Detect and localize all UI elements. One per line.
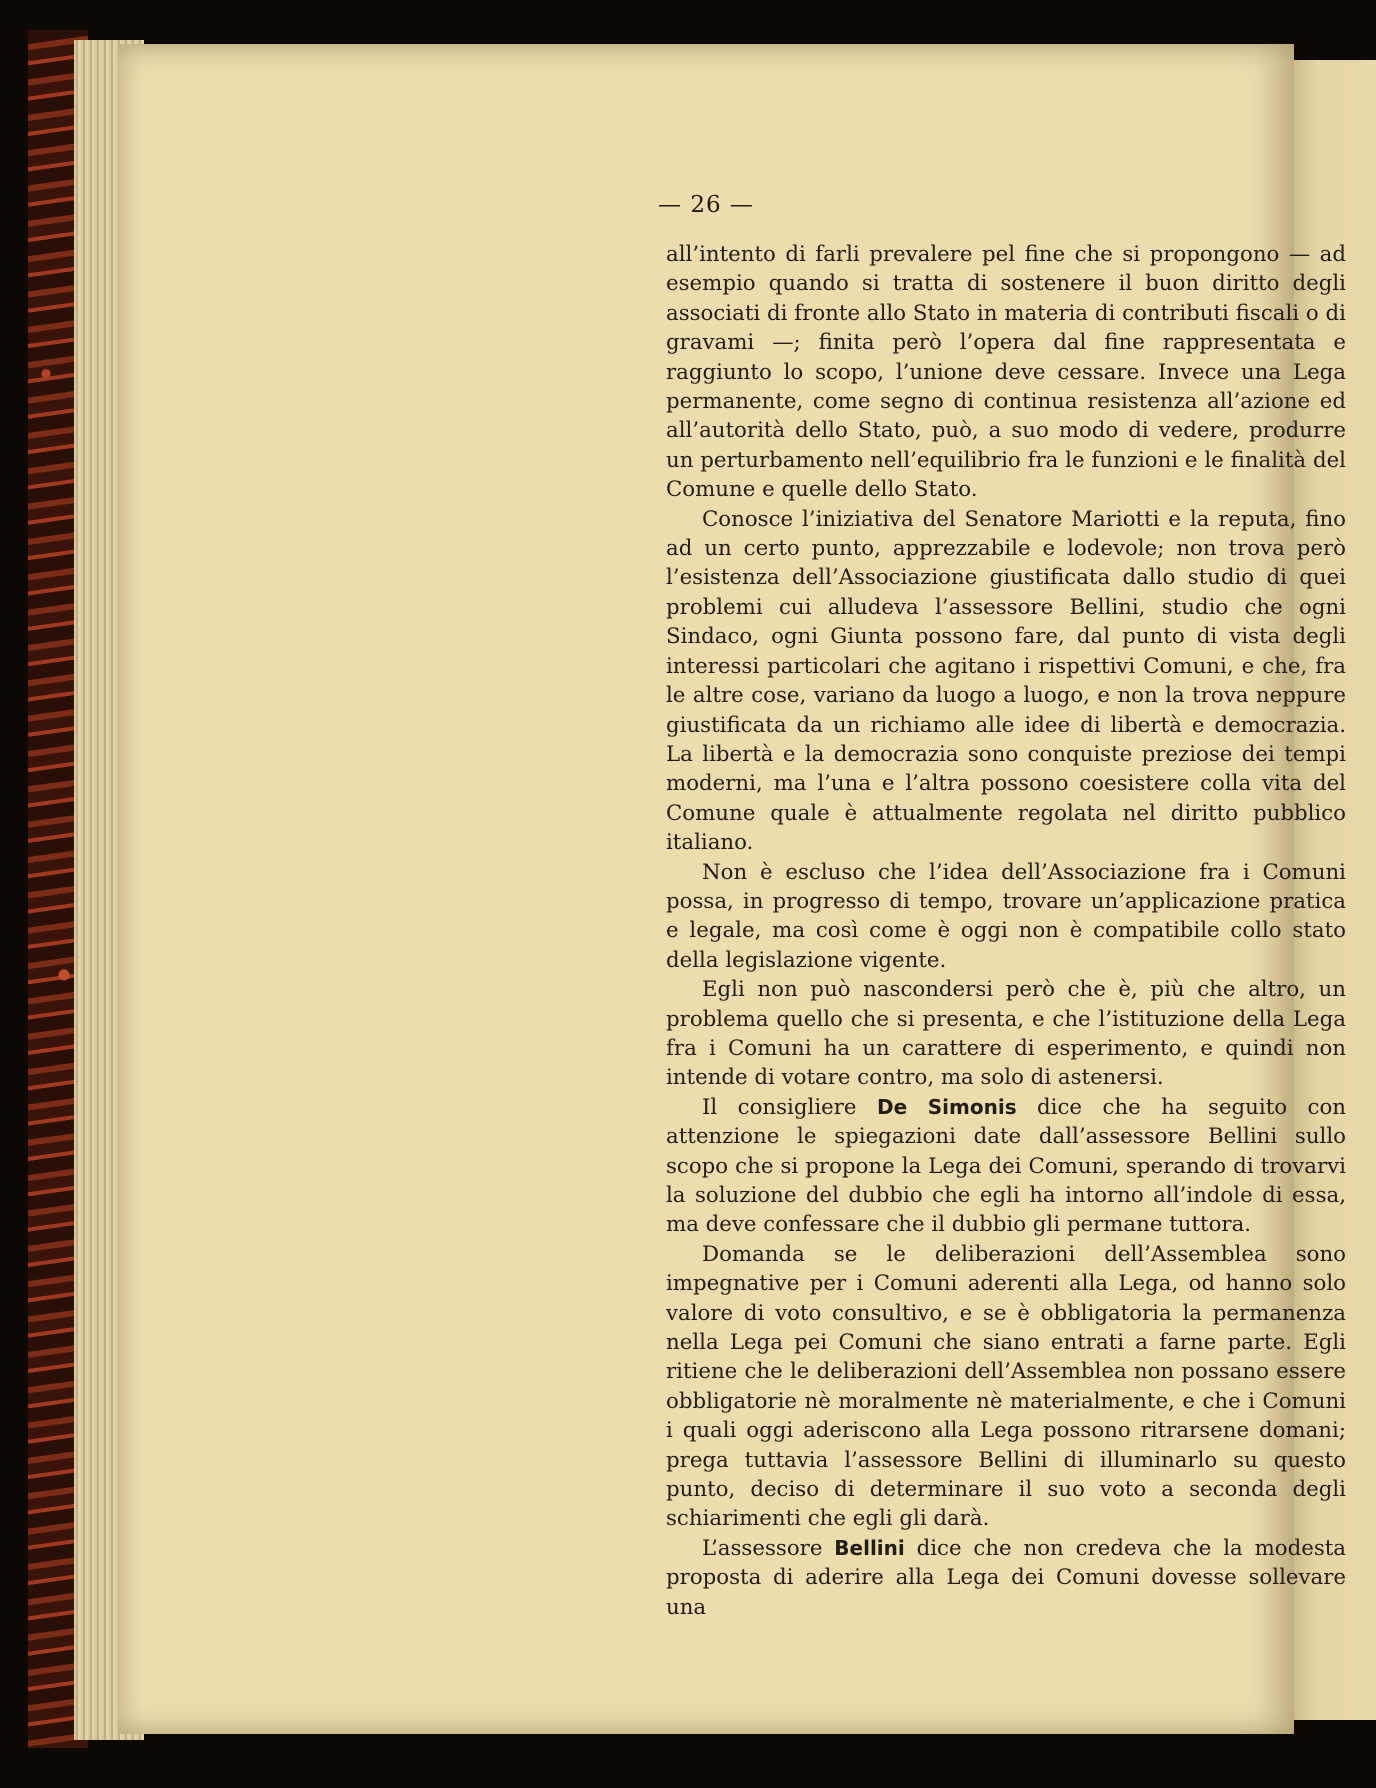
paragraph-text: Non è escluso che l’idea dell’Associazione fra i Comuni possa, in progresso di tempo, trovare un’applicazione pratica e legale, ma così come è oggi non è compatibile collo stato della legislazione vigente. <box>666 859 1346 973</box>
paragraph <box>666 1093 1346 1240</box>
paragraph <box>666 858 1346 976</box>
paragraph <box>666 505 1346 858</box>
paragraph-text: Egli non può nascondersi però che è, più che altro, un problema quello che si presenta, e che l’istituzione della Lega fra i Comuni ha un carattere di esperimento, e quindi non intende di votare contro, ma solo di astenersi. <box>666 977 1346 1091</box>
page-number: — 26 — <box>658 192 754 218</box>
paragraph <box>666 240 1346 505</box>
paragraph-text: Conosce l’iniziativa del Senatore Mariotti e la reputa, fino ad un certo punto, apprezzabile e lodevole; non trova però l’esistenza dell’Associazione giustificata dallo studio di quei problemi cui alludeva l’assessore Bellini, studio che ogni Sindaco, ogni Giunta possono fare, dal punto di vista degli interessi particolari che agitano i rispettivi Comuni, e che, fra le altre cose, variano da luogo a luogo, e non la trova neppure giustificata da un richiamo alle idee di libertà e democrazia. La libertà e la democrazia sono conquiste preziose dei tempi moderni, ma l’una e l’altra possono coesistere colla vita del Comune quale è attualmente regolata nel diritto pubblico italiano. <box>666 506 1346 856</box>
paragraph-text: dice che non credeva che la modesta proposta di aderire alla Lega dei Comuni dovesse sollevare una <box>666 1535 1347 1620</box>
paragraph-text: all’intento di farli prevalere pel fine che si propongono — ad esempio quando si tratta di sostenere il buon diritto degli associati di fronte allo Stato in materia di contributi fiscali o di gravami —; finita però l’opera dal fine rappresentata e raggiunto lo scopo, l’unione deve cessare. Invece una Lega permanente, come segno di continua resistenza all’azione ed all’autorità dello Stato, può, a suo modo di vedere, produrre un perturbamento nell’equilibrio fra le funzioni e le finalità del Comune e quelle dello Stato. <box>666 242 1346 503</box>
book-page <box>118 44 1347 1734</box>
speaker-name: De Simonis <box>876 1094 1017 1119</box>
paragraph-text: Il consigliere <box>702 1094 877 1120</box>
body-text <box>666 240 1346 1622</box>
paragraph <box>666 1534 1346 1622</box>
speaker-name: Bellini <box>834 1535 905 1560</box>
paragraph-text: Domanda se le deliberazioni dell’Assemblea sono impegnative per i Comuni aderenti alla Lega, od hanno solo valore di voto consultivo, e se è obbligatoria la permanenza nella Lega pei Comuni che siano entrati a farne parte. Egli ritiene che le deliberazioni dell’Assemblea non possano essere obbligatorie nè moralmente nè materialmente, e che i Comuni i quali oggi aderiscono alla Lega possono ritrarsene domani; prega tuttavia l’assessore Bellini di illuminarlo su questo punto, deciso di determinare il suo voto a seconda degli schiarimenti che egli gli darà. <box>666 1241 1346 1532</box>
paragraph <box>666 975 1346 1093</box>
paragraph-text: L’assessore <box>702 1535 835 1561</box>
paragraph-text: dice che ha seguito con attenzione le spiegazioni date dall’assessore Bellini sullo scopo che si propone la Lega dei Comuni, sperando di trovarvi la soluzione del dubbio che egli ha intorno all’indole di essa, ma deve confessare che il dubbio gli permane tuttora. <box>666 1094 1346 1238</box>
paragraph <box>666 1240 1346 1534</box>
